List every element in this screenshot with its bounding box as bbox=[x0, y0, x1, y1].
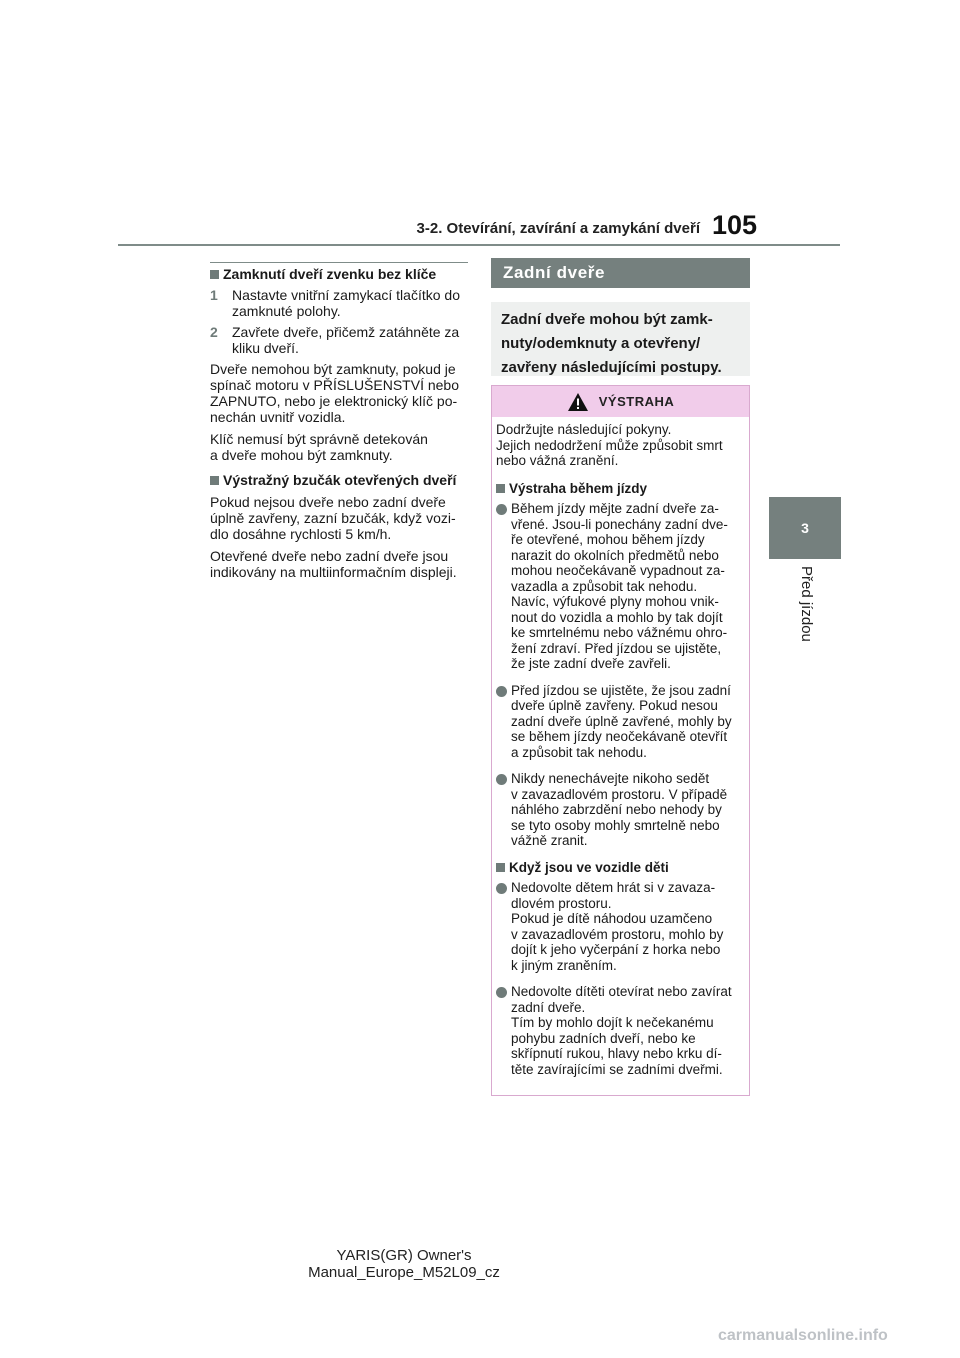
text-line: Nikdy nenechávejte nikoho sedět bbox=[511, 771, 710, 786]
text-line: úplně zavřeny, zazní bzučák, když vozi- bbox=[210, 510, 456, 526]
circle-bullet-icon bbox=[496, 883, 507, 894]
subheading-text: Když jsou ve vozidle děti bbox=[509, 859, 669, 875]
subheading-keyless-lock bbox=[210, 266, 468, 282]
text-line: Nedovolte dítěti otevírat nebo zavírat bbox=[511, 984, 732, 999]
text-line: dlo dosáhne rychlosti 5 km/h. bbox=[210, 526, 392, 542]
subheading-door-buzzer bbox=[210, 472, 468, 488]
section-title: 3-2. Otevírání, zavírání a zamykání dveří bbox=[416, 220, 700, 237]
warning-item-children-play bbox=[496, 880, 744, 973]
text-line: ZAPNUTO, nebo je elektronický klíč po- bbox=[210, 393, 458, 409]
text-line: se tyto osoby mohly smrtelně nebo bbox=[511, 817, 720, 833]
step-2 bbox=[210, 324, 468, 356]
text-line: nebo vážná zranění. bbox=[496, 453, 619, 468]
text-line: dojít k jeho vyčerpání z horka nebo bbox=[511, 942, 721, 957]
text-line: dlovém prostoru. bbox=[511, 895, 612, 911]
text-line: Pokud nejsou dveře nebo zadní dveře bbox=[210, 494, 446, 510]
subheading-driving-warning bbox=[496, 481, 744, 497]
text-line: ře otevřené, mohou během jízdy bbox=[511, 532, 705, 547]
text-line: Klíč nemusí být správně detekován bbox=[210, 431, 428, 447]
square-bullet-icon bbox=[496, 484, 505, 493]
text-line: Před jízdou se ujistěte, že jsou zadní bbox=[511, 682, 731, 698]
text-line: mohou neočekávaně vypadnout za- bbox=[511, 563, 725, 578]
text-line: pohybu zadních dveří, nebo ke bbox=[511, 1030, 696, 1046]
chapter-tab bbox=[769, 497, 841, 559]
section-heading-tailgate: Zadní dveře bbox=[491, 258, 750, 288]
text-line: k jiným zraněním. bbox=[511, 957, 617, 973]
warning-triangle-icon bbox=[567, 392, 589, 412]
page-number: 105 bbox=[712, 210, 758, 240]
warning-intro bbox=[496, 422, 744, 469]
circle-bullet-icon bbox=[496, 987, 507, 998]
circle-bullet-icon bbox=[496, 686, 507, 697]
text-line: zadní dveře úplně zavřené, mohly by bbox=[511, 713, 732, 729]
text-line: Zavřete dveře, přičemž zatáhněte za bbox=[232, 324, 460, 340]
text-line: Během jízdy mějte zadní dveře za- bbox=[511, 501, 719, 516]
text-line: indikovány na multiinformačním displeji. bbox=[210, 564, 457, 580]
text-line: a způsobit tak nehodu. bbox=[511, 744, 647, 760]
warning-box bbox=[491, 385, 750, 1096]
paragraph-display bbox=[210, 548, 468, 580]
left-column-rule bbox=[210, 262, 468, 263]
text-line: těte zavírajícími se zadními dveřmi. bbox=[511, 1061, 723, 1077]
square-bullet-icon bbox=[496, 863, 505, 872]
text-line: Zadní dveře mohou být zamk- bbox=[501, 311, 713, 328]
text-line: kliku dveří. bbox=[232, 340, 299, 356]
text-line: Nastavte vnitřní zamykací tlačítko do bbox=[232, 287, 460, 303]
text-line: náhlého zabrzdění nebo nehody by bbox=[511, 802, 722, 817]
text-line: vazadla a způsobit tak nehodu. bbox=[511, 578, 698, 594]
watermark: carmanualsonline.info bbox=[718, 1327, 888, 1344]
subheading-text: Zamknutí dveří zvenku bez klíče bbox=[223, 266, 437, 282]
text-line: vážně zranit. bbox=[511, 833, 588, 848]
step-number: 2 bbox=[210, 324, 218, 340]
step-text bbox=[232, 324, 459, 356]
text-line: Otevřené dveře nebo zadní dveře jsou bbox=[210, 548, 449, 564]
step-number: 1 bbox=[210, 287, 218, 303]
square-bullet-icon bbox=[210, 476, 219, 485]
warning-item-keep-closed bbox=[496, 501, 744, 672]
warning-header bbox=[492, 386, 749, 417]
paragraph-buzzer bbox=[210, 494, 468, 542]
text-line: dveře úplně zavřeny. Pokud nesou bbox=[511, 698, 718, 713]
text-line: v zavazadlovém prostoru, mohlo by bbox=[511, 926, 724, 942]
text-line: skřípnutí rukou, hlavy nebo krku dí- bbox=[511, 1046, 722, 1061]
text-line: Tím by mohlo dojít k nečekanému bbox=[511, 1015, 714, 1030]
chapter-label bbox=[760, 566, 850, 666]
header-divider bbox=[118, 244, 840, 246]
warning-title: VÝSTRAHA bbox=[598, 394, 675, 409]
subheading-text: Výstražný bzučák otevřených dveří bbox=[223, 472, 457, 488]
text-line: Dveře nemohou být zamknuty, pokud je bbox=[210, 361, 456, 377]
subheading-text: Výstraha během jízdy bbox=[509, 480, 648, 496]
step-1 bbox=[210, 287, 468, 319]
text-line: ke smrtelnému nebo vážnému ohro- bbox=[511, 625, 728, 640]
warning-item-check-closed bbox=[496, 683, 744, 761]
left-column bbox=[210, 262, 468, 586]
text-line: nuty/odemknuty a otevřeny/ bbox=[501, 335, 701, 352]
warning-item-no-passengers bbox=[496, 771, 744, 849]
circle-bullet-icon bbox=[496, 504, 507, 515]
text-line: spínač motoru v PŘÍSLUŠENSTVÍ nebo bbox=[210, 377, 459, 393]
text-line: a dveře mohou být zamknuty. bbox=[210, 447, 393, 463]
square-bullet-icon bbox=[210, 270, 219, 279]
step-text bbox=[232, 287, 460, 319]
text-line: narazit do okolních předmětů nebo bbox=[511, 547, 719, 563]
text-line: Dodržujte následující pokyny. bbox=[496, 422, 672, 437]
text-line: nechán uvnitř vozidla. bbox=[210, 409, 346, 425]
warning-body bbox=[492, 417, 749, 1077]
text-line: Nedovolte dětem hrát si v zavaza- bbox=[511, 880, 716, 895]
paragraph-key-detection bbox=[210, 431, 468, 463]
text-line: zadní dveře. bbox=[511, 999, 586, 1015]
paragraph-lock-conditions bbox=[210, 361, 468, 425]
text-line: Navíc, výfukové plyny mohou vnik- bbox=[511, 594, 719, 609]
circle-bullet-icon bbox=[496, 774, 507, 785]
text-line: nout do vozidla a mohlo by tak dojít bbox=[511, 609, 723, 625]
subheading-children bbox=[496, 860, 744, 876]
manual-footer: YARIS(GR) Owner's Manual_Europe_M52L09_cz bbox=[308, 1247, 500, 1281]
chapter-number: 3 bbox=[801, 520, 809, 536]
text-line: zavřeny následujícími postupy. bbox=[501, 359, 722, 376]
intro-box bbox=[491, 302, 750, 376]
text-line: v zavazadlovém prostoru. V případě bbox=[511, 786, 728, 802]
text-line: zamknuté polohy. bbox=[232, 303, 341, 319]
text-line: Jejich nedodržení může způsobit smrt bbox=[496, 437, 723, 453]
warning-item-children-operate bbox=[496, 984, 744, 1077]
text-line: že jste zadní dveře zavřeli. bbox=[511, 656, 671, 671]
text-line: vřené. Jsou-li ponechány zadní dve- bbox=[511, 516, 728, 532]
text-line: žení zdraví. Před jízdou se ujistěte, bbox=[511, 640, 722, 656]
chapter-title: Před jízdou bbox=[798, 566, 815, 642]
text-line: se během jízdy neočekávaně otevřít bbox=[511, 729, 728, 744]
text-line: Pokud je dítě náhodou uzamčeno bbox=[511, 911, 713, 926]
